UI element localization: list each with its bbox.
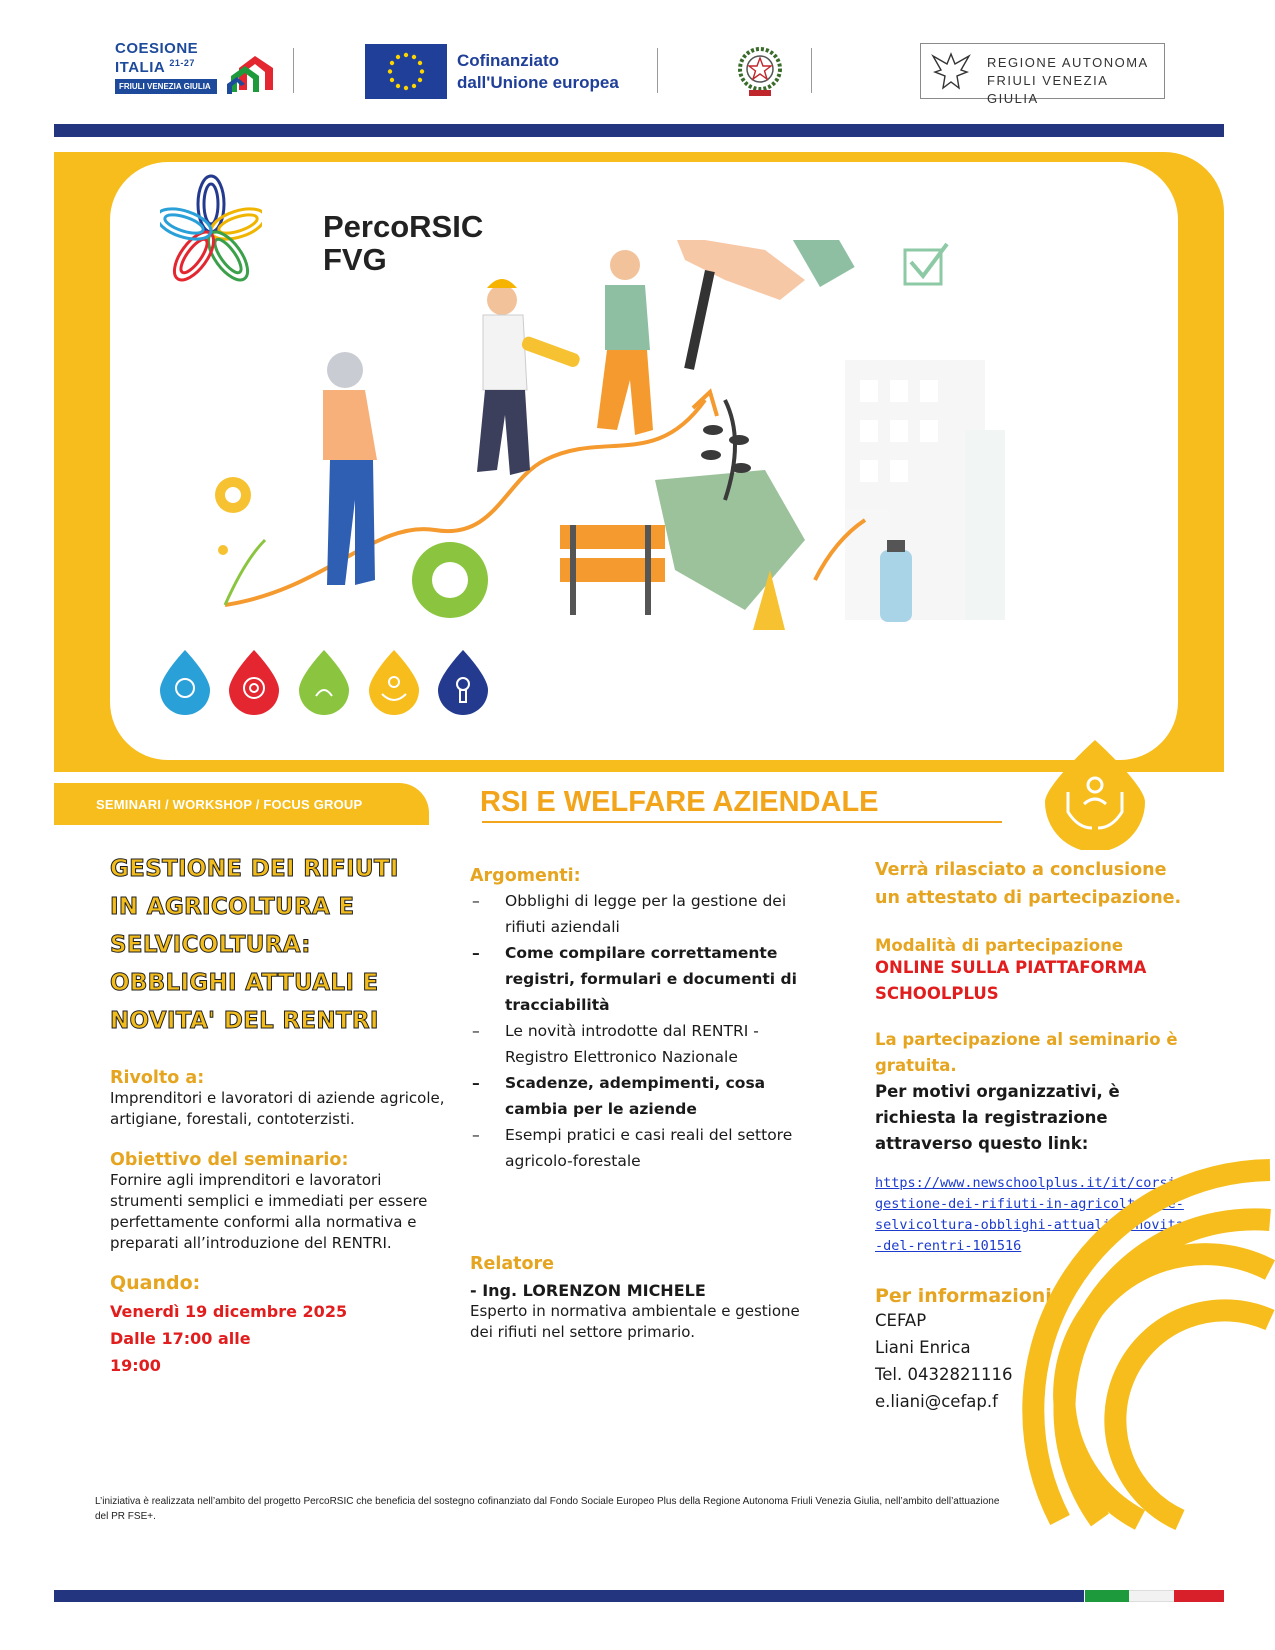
relatore-name: - Ing. LORENZON MICHELE — [470, 1281, 706, 1300]
relatore-label: Relatore — [470, 1254, 555, 1274]
event-title — [110, 850, 445, 1040]
registration-link[interactable]: https://www.newschoolplus.it/it/corsi/gestione-dei-rifiuti-in-agricoltura-e-selvicoltura-obblighi-attuali-e-novita-del-rentri-101516 — [875, 1175, 1184, 1254]
gratuita-text: La partecipazione al seminario è gratuita. — [875, 1030, 1178, 1075]
eu-logo — [365, 44, 635, 99]
title-line: NOVITA' DEL RENTRI — [110, 1008, 379, 1034]
contact-org: CEFAP — [875, 1311, 927, 1330]
region-line1: REGIONE AUTONOMA — [987, 55, 1149, 70]
coesione-bar: FRIULI VENEZIA GIULIA — [115, 79, 217, 94]
event-time-line1: Dalle 17:00 alle — [110, 1329, 251, 1348]
welfare-hands-icon — [1040, 740, 1150, 850]
registrazione-text: Per motivi organizzativi, è richiesta la registrazione attraverso questo link: — [875, 1082, 1120, 1153]
topics-list — [470, 888, 810, 1174]
region-line2: FRIULI VENEZIA GIULIA — [987, 73, 1108, 106]
list-item: – Scadenze, adempimenti, cosa cambia per le aziende — [470, 1070, 810, 1122]
bottom-bar — [54, 1590, 1084, 1602]
divider — [811, 48, 812, 93]
event-time-line2: 19:00 — [110, 1356, 161, 1375]
italian-flag-white — [1129, 1590, 1174, 1602]
eu-flag-icon — [365, 44, 447, 99]
seminari-band — [54, 783, 429, 825]
footnote: L’iniziativa è realizzata nell’ambito del progetto PercoRSIC che beneficia del sostegno cofinanziato dal Fondo Sociale Europeo Plus della Regione Autonoma Friuli Venezia Giulia, nell’ambito dell’attuazione del PR FSE+. — [95, 1496, 1000, 1522]
section-title-underline — [482, 821, 1002, 823]
coesione-arrows-icon — [225, 46, 277, 98]
modalita-label: Modalità di partecipazione — [875, 936, 1124, 955]
relatore-desc: Esperto in normativa ambientale e gestione dei rifiuti nel settore primario. — [470, 1302, 800, 1341]
header-logos — [115, 40, 1165, 105]
contact-email[interactable]: e.liani@cefap.f — [875, 1392, 998, 1411]
coesione-line1: COESIONE — [115, 40, 199, 57]
title-line: OBBLIGHI ATTUALI E — [110, 970, 379, 996]
brand-line2: FVG — [323, 242, 387, 277]
quando-label: Quando: — [110, 1272, 201, 1294]
contact-name: Liani Enrica — [875, 1338, 971, 1357]
attestato-text: Verrà rilasciato a conclusione un attestato di partecipazione. — [875, 860, 1182, 908]
divider — [293, 48, 294, 93]
section-title: RSI E WELFARE AZIENDALE — [480, 786, 879, 818]
coesione-italia-logo — [115, 42, 285, 102]
eu-line2: dall'Unione europea — [457, 73, 619, 92]
modalita-value: ONLINE SULLA PIATTAFORMA SCHOOLPLUS — [875, 958, 1147, 1003]
event-date: Venerdì 19 dicembre 2025 — [110, 1302, 348, 1321]
contact-label: Per informazioni — [875, 1285, 1052, 1307]
theme-drop-icons — [156, 648, 546, 718]
divider — [657, 48, 658, 93]
contact-phone: Tel. 0432821116 — [875, 1365, 1013, 1384]
rivolto-text: Imprenditori e lavoratori di aziende agricole, artigiane, forestali, contoterzisti. — [110, 1089, 445, 1128]
rivolto-label: Rivolto a: — [110, 1068, 205, 1088]
italian-flag-green — [1085, 1590, 1129, 1602]
italian-emblem-icon — [735, 43, 785, 99]
list-item: – Le novità introdotte dal RENTRI - Registro Elettronico Nazionale — [470, 1018, 810, 1070]
seminari-label: SEMINARI / WORKSHOP / FOCUS GROUP — [96, 797, 363, 812]
title-line: GESTIONE DEI RIFIUTI — [110, 856, 399, 882]
obiettivo-text: Fornire agli imprenditori e lavoratori strumenti semplici e immediati per essere perfettamente conformi alla normativa e preparati all’introduzione del RENTRI. — [110, 1171, 428, 1252]
title-line: IN AGRICOLTURA E — [110, 894, 355, 920]
list-item: – Come compilare correttamente registri, formulari e documenti di tracciabilità — [470, 940, 810, 1018]
workplace-illustration — [205, 240, 1005, 660]
eagle-icon — [927, 48, 975, 94]
event-column — [110, 850, 445, 1379]
list-item: – Esempi pratici e casi reali del settore agricolo-forestale — [470, 1122, 810, 1174]
italian-flag-red — [1174, 1590, 1224, 1602]
decorative-arcs — [1000, 1140, 1275, 1560]
eu-line1: Cofinanziato — [457, 51, 559, 70]
coesione-line2: ITALIA — [115, 59, 165, 76]
regione-fvg-logo — [920, 43, 1165, 106]
title-line: SELVICOLTURA: — [110, 932, 311, 958]
list-item: – Obblighi di legge per la gestione dei rifiuti aziendali — [470, 888, 810, 940]
brand-line1: PercoRSIC — [323, 209, 484, 244]
argomenti-label: Argomenti: — [470, 866, 581, 886]
obiettivo-label: Obiettivo del seminario: — [110, 1150, 349, 1170]
topics-column — [470, 866, 810, 1343]
coesione-years: 21-27 — [169, 58, 195, 68]
top-bar — [54, 124, 1224, 137]
